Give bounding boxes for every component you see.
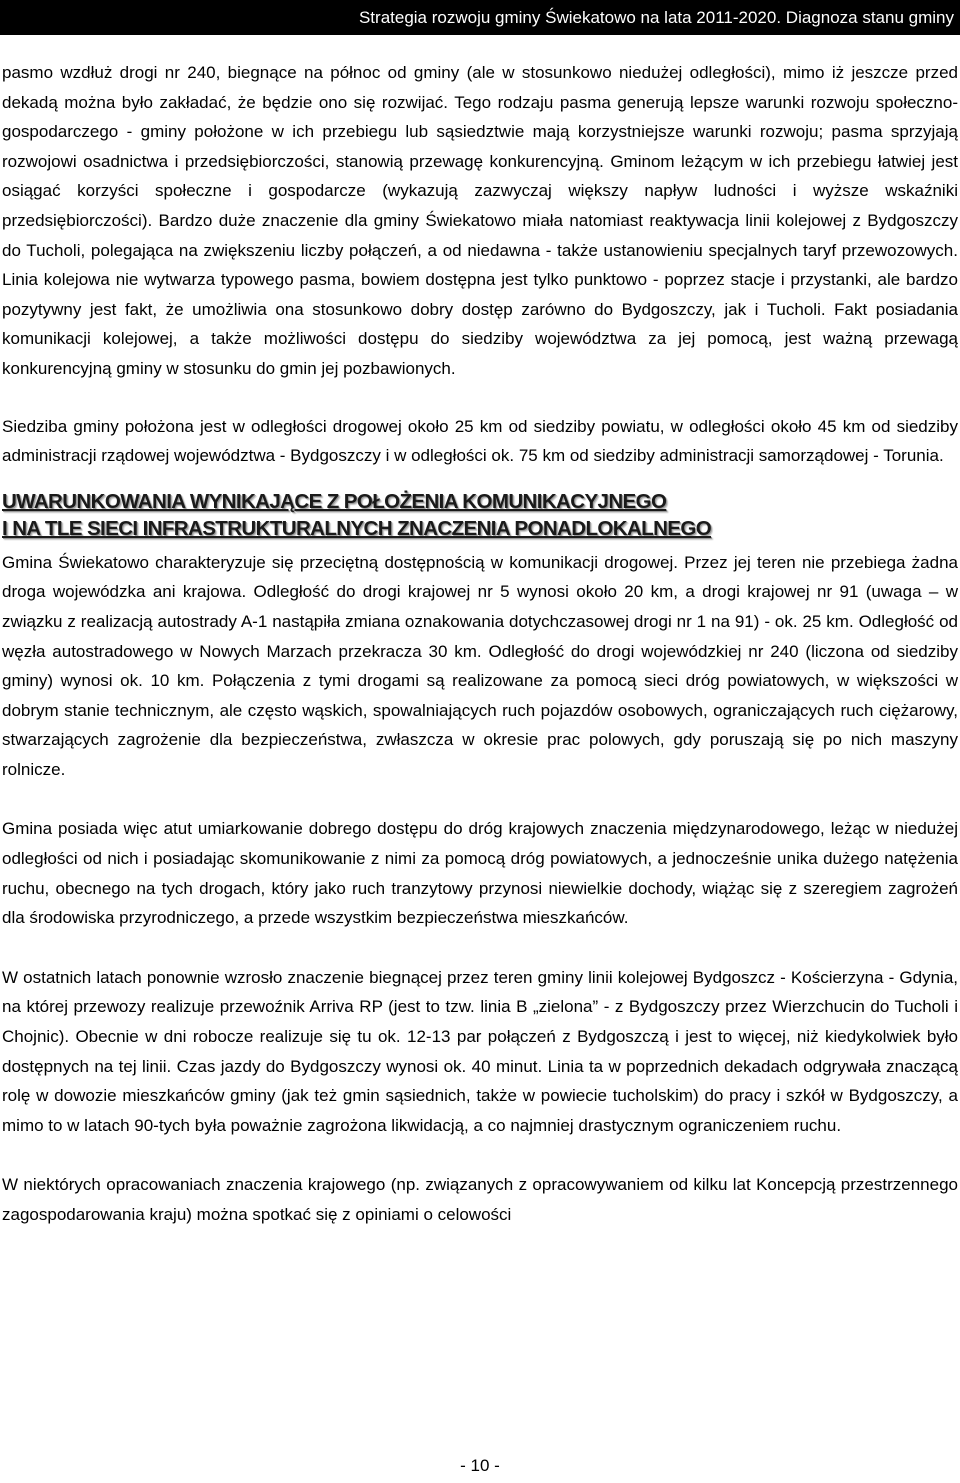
paragraph-transport-corridors: pasmo wzdłuż drogi nr 240, biegnące na północ od gminy (ale w stosunkowo niedużej odległości), mimo iż jeszcze przed dekadą można było zakładać, że będzie ono się rozwijać. Tego rodzaju pasma generują lepsze warunki rozwoju społeczno-gospodarczego - gminy położone w ich przebiegu lub sąsiedztwie mają korzystniejsze warunki rozwoju; pasma sprzyjają rozwojowi osadnictwa i przedsiębiorczości, stanowią przewagę konkurencyjną. Gminom leżącym w ich przebiegu łatwiej jest osiągać korzyści społeczne i gospodarcze (wykazują zazwyczaj większy napływ ludności i wyższe wskaźniki przedsiębiorczości). Bardzo duże znaczenie dla gminy Świekatowo miała natomiast reaktywacja linii kolejowej z Bydgoszczy do Tucholi, polegająca na zwiększeniu liczby połączeń, a od niedawna - także ustanowieniu specjalnych taryf przewozowych. Linia kolejowa nie wytwarza typowego pasma, bowiem dostępna jest tylko punktowo - poprzez stacje i przystanki, ale bardzo pozytywny jest fakt, że umożliwia ona stosunkowo dobry dostęp zarówno do Bydgoszczy, jak i Tucholi. Fakt posiadania komunikacji kolejowej, a także możliwości dostępu do siedziby województwa za jej pomocą, jest ważną przewagą konkurencyjną gminy w stosunku do gmin jej pozbawionych.	[2, 63, 958, 378]
paragraph-spacer	[2, 784, 958, 814]
heading-spacer	[2, 471, 958, 487]
paragraph-railway-line: W ostatnich latach ponownie wzrosło znaczenie biegnącej przez teren gminy linii kolejowej Bydgoszcz - Kościerzyna - Gdynia, na której przewozy realizuje przewoźnik Arriva RP (jest to tzw. linia B „zielona” - z Bydgoszczy przez Wierzchucin do Tucholi i Chojnic). Obecnie w dni robocze realizuje się tu ok. 12-13 par połączeń z Bydgoszczą i jest to więcej, niż kiedykolwiek było dostępnych na tej linii. Czas jazdy do Bydgoszczy wynosi ok. 40 minut. Linia ta w poprzednich dekadach odgrywała znaczącą rolę w dowozie mieszkańców gminy (jak też gmin sąsiednich, także w powiecie tucholskim) do pracy i szkół w Bydgoszczy, a mimo to w latach 90-tych była poważnie zagrożona likwidacją, a co najmniej drastycznym ograniczeniem ruchu.	[2, 967, 958, 1135]
paragraph-spacer	[2, 384, 958, 412]
paragraph-road-access: Gmina Świekatowo charakteryzuje się przeciętną dostępnością w komunikacji drogowej. Przez jej teren nie przebiega żadna droga wojewódzka ani krajowa. Odległość do drogi krajowej nr 5 wynosi około 20 km, a drogi krajowej nr 91 (uwaga – w związku z realizacją autostrady A-1 nastąpiła zmiana oznakowania dotychczasowej drogi nr 1 na 91) - ok. 25 km. Odległość od węzła autostradowego w Nowych Marzach przekracza 30 km. Odległość do drogi wojewódzkiej nr 240 (liczona od siedziby gminy) wynosi ok. 10 km. Połączenia z tymi drogami są realizowane za pomocą sieci dróg powiatowych, w większości w dobrym stanie technicznym, ale często wąskich, spowalniających ruch pojazdów osobowych, ograniczających ruch ciężarowy, stwarzających zagrożenie dla bezpieczeństwa, zwłaszcza w okresie prac polowych, gdy poruszają się po nich maszyny rolnicze.	[2, 552, 958, 779]
page-number: - 10 -	[460, 1456, 500, 1475]
paragraph-spacer	[2, 1140, 958, 1170]
section-heading-line-1: UWARUNKOWANIA WYNIKAJĄCE Z POŁOŻENIA KOMUNIKACYJNEGO	[2, 489, 667, 513]
paragraph-seat-distances: Siedziba gminy położona jest w odległości drogowej około 25 km od siedziby powiatu, w odległości około 45 km od siedziby administracji rządowej województwa - Bydgoszczy i w odległości ok. 75 km od siedziby administracji samorządowej - Torunia.	[2, 416, 958, 466]
section-heading-line-2: I NA TLE SIECI INFRASTRUKTURALNYCH ZNACZENIA PONADLOKALNEGO	[2, 516, 712, 540]
running-header-title: Strategia rozwoju gminy Świekatowo na lata 2011-2020. Diagnoza stanu gminy	[358, 8, 954, 27]
paragraph-road-advantage: Gmina posiada więc atut umiarkowanie dobrego dostępu do dróg krajowych znaczenia międzynarodowego, leżąc w niedużej odległości od nich i posiadając skomunikowanie z nimi za pomocą dróg powiatowych, a jednocześnie unika dużego natężenia ruchu, obecnego na tych drogach, który jako ruch tranzytowy przynosi niewielkie dochody, wiążąc się z szeregiem zagrożeń dla środowiska przyrodniczego, a przede wszystkim bezpieczeństwa mieszkańców.	[2, 819, 958, 928]
section-heading	[2, 487, 958, 548]
paragraph-national-studies: W niektórych opracowaniach znaczenia krajowego (np. związanych z opracowywaniem od kilku lat Koncepcją przestrzennego zagospodarowania kraju) można spotkać się z opiniami o celowości	[2, 1175, 958, 1224]
document-body	[2, 58, 958, 1230]
paragraph-spacer	[2, 933, 958, 963]
running-header	[0, 0, 960, 35]
